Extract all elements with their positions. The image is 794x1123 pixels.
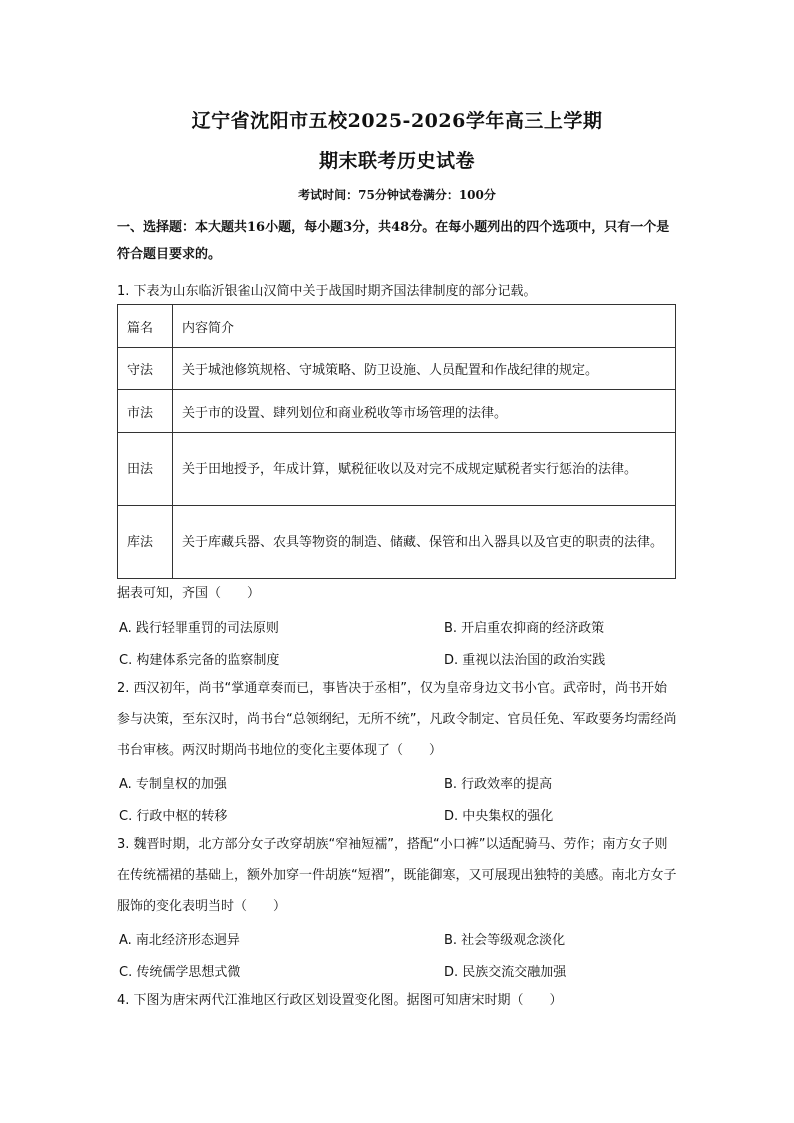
exam-meta: 考试时间：75分钟试卷满分：100分 <box>298 188 496 202</box>
q1-table <box>117 304 676 579</box>
q1-question: 据表可知，齐国（ ） <box>117 586 261 601</box>
table-cell-name: 库法 <box>118 506 173 579</box>
q2-option-a[interactable]: A. 专制皇权的加强 <box>119 777 227 792</box>
table-cell-desc: 关于城池修筑规格、守城策略、防卫设施、人员配置和作战纪律的规定。 <box>173 348 676 390</box>
section-heading: 一、选择题：本大题共16小题，每小题3分，共48分。在每小题列出的四个选项中，只有一个是符合题目要求的。 <box>117 220 670 262</box>
table-cell-desc: 关于市的设置、肆列划位和商业税收等市场管理的法律。 <box>173 390 676 433</box>
table-row <box>118 433 676 506</box>
q1-option-a[interactable]: A. 践行轻罪重罚的司法原则 <box>119 621 279 636</box>
q3-stem: 3. 魏晋时期，北方部分女子改穿胡族“窄袖短襦”，搭配“小口裤”以适配骑马、劳作；南方女子则在传统襦裙的基础上，额外加穿一件胡族“短褶”，既能御寒，又可展现出独特的美感。南北方女子服饰的变化表明当时（ ） <box>117 837 677 914</box>
q1-option-b[interactable]: B. 开启重农抑商的经济政策 <box>444 621 605 636</box>
q2-option-d[interactable]: D. 中央集权的强化 <box>444 809 554 824</box>
q4-stem: 4. 下图为唐宋两代江淮地区行政区划设置变化图。据图可知唐宋时期（ ） <box>117 993 563 1008</box>
q1-option-c[interactable]: C. 构建体系完备的监察制度 <box>119 653 280 668</box>
q2-stem: 2. 西汉初年，尚书“掌通章奏而已，事皆决于丞相”，仅为皇帝身边文书小官。武帝时，尚书开始参与决策，至东汉时，尚书台“总领纲纪，无所不统”，凡政令制定、官员任免、军政要务均需经尚书台审核。两汉时期尚书地位的变化主要体现了（ ） <box>117 681 677 758</box>
table-header-cell: 篇名 <box>118 305 173 348</box>
exam-title-line1: 辽宁省沈阳市五校2025-2026学年高三上学期 <box>191 110 603 132</box>
table-row <box>118 348 676 390</box>
q3-option-a[interactable]: A. 南北经济形态迥异 <box>119 933 240 948</box>
exam-title-line2: 期末联考历史试卷 <box>318 150 475 172</box>
table-cell-desc: 关于田地授予，年成计算，赋税征收以及对完不成规定赋税者实行惩治的法律。 <box>173 433 676 506</box>
table-header-row <box>118 305 676 348</box>
q3-option-b[interactable]: B. 社会等级观念淡化 <box>444 933 566 948</box>
q3-option-d[interactable]: D. 民族交流交融加强 <box>444 965 567 980</box>
table-header-cell: 内容简介 <box>173 305 676 348</box>
q1-option-d[interactable]: D. 重视以法治国的政治实践 <box>444 653 606 668</box>
table-row <box>118 390 676 433</box>
table-cell-name: 田法 <box>118 433 173 506</box>
table-cell-name: 守法 <box>118 348 173 390</box>
table-row <box>118 506 676 579</box>
table-cell-name: 市法 <box>118 390 173 433</box>
q2-option-b[interactable]: B. 行政效率的提高 <box>444 777 553 792</box>
q1-stem: 1. 下表为山东临沂银雀山汉简中关于战国时期齐国法律制度的部分记载。 <box>117 284 537 299</box>
q2-option-c[interactable]: C. 行政中枢的转移 <box>119 809 228 824</box>
table-cell-desc: 关于库藏兵器、农具等物资的制造、储藏、保管和出入器具以及官吏的职责的法律。 <box>173 506 676 579</box>
q3-option-c[interactable]: C. 传统儒学思想式微 <box>119 965 241 980</box>
